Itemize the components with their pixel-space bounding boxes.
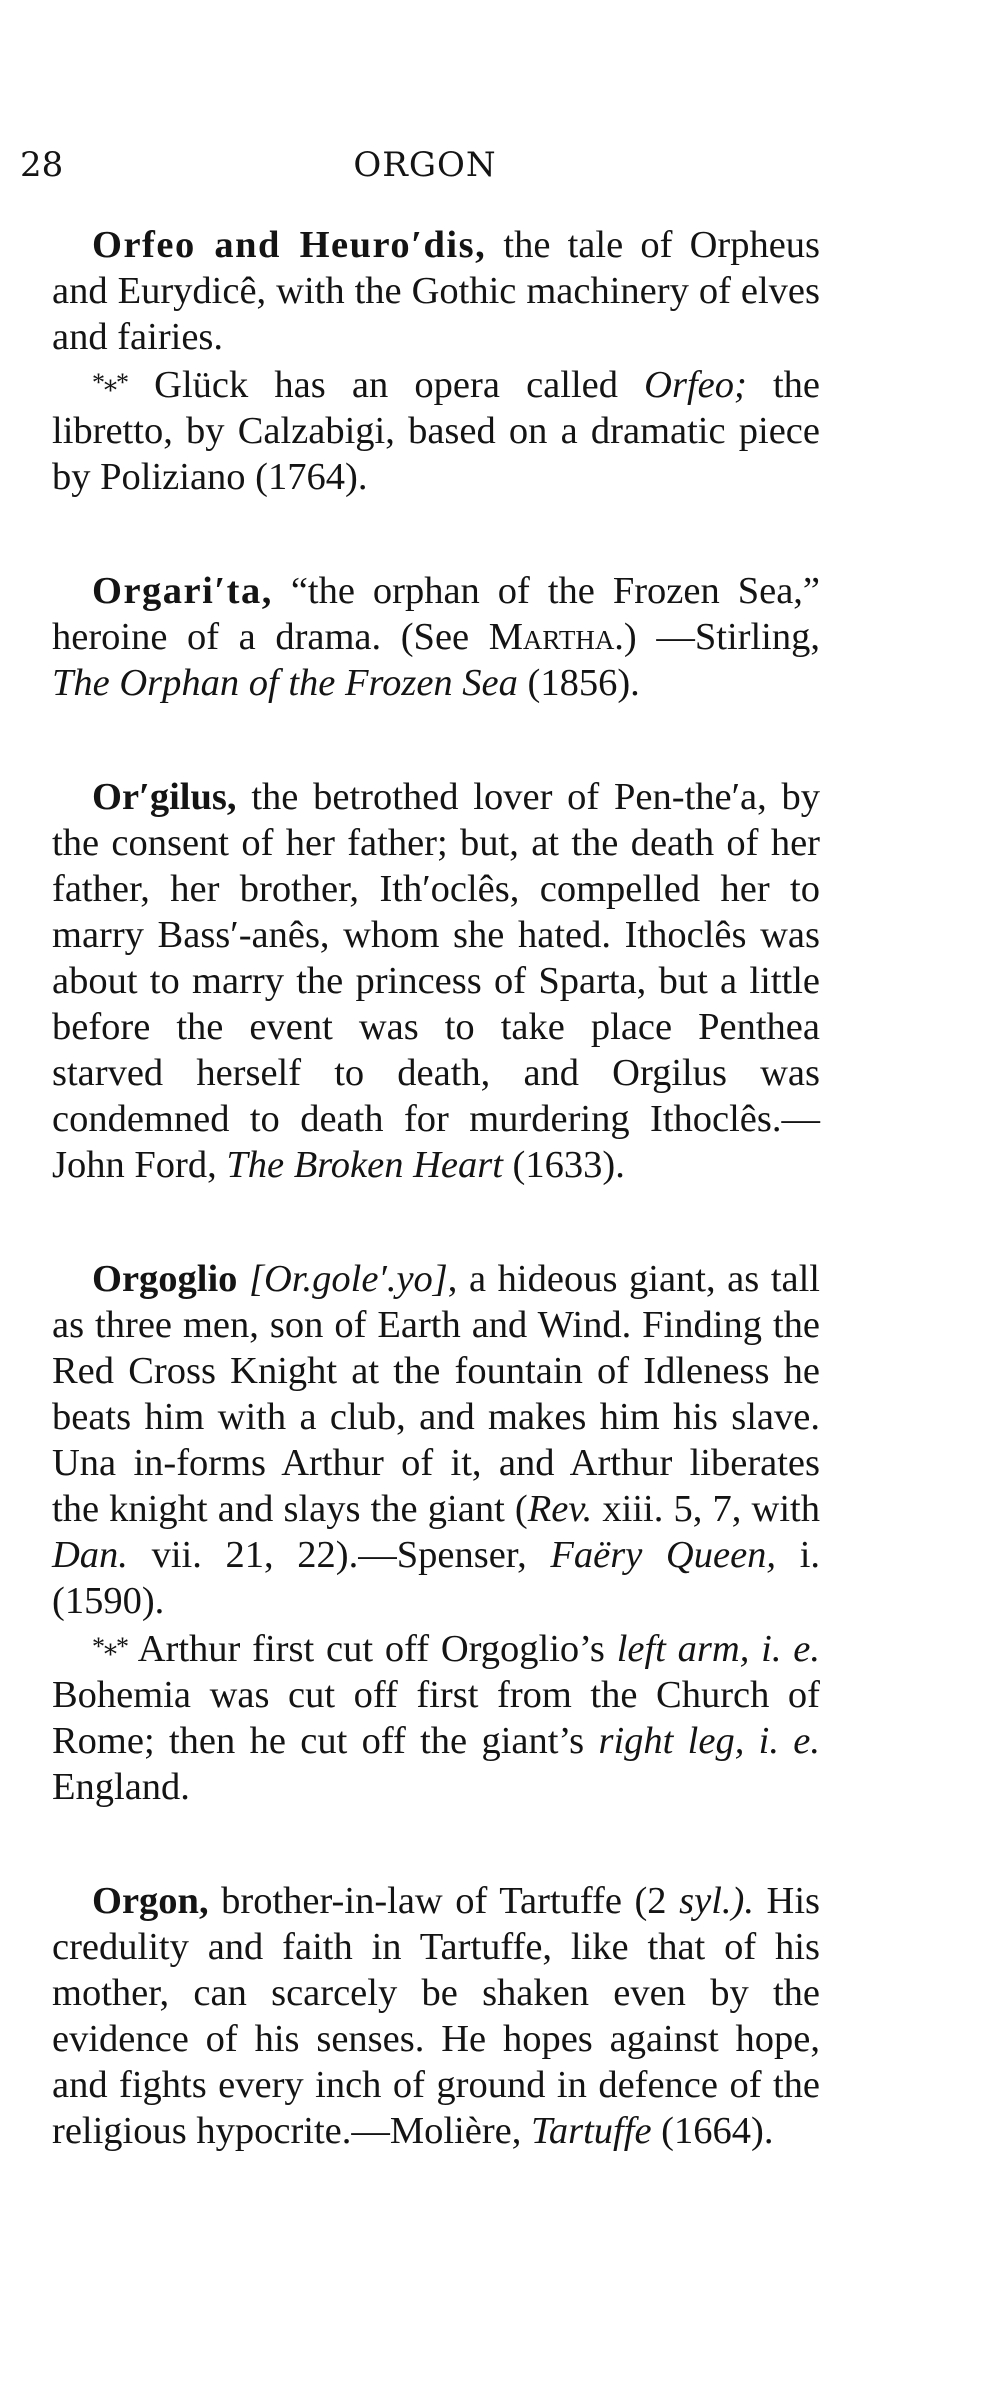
definition-text: His credulity and faith in Tartuffe, like that of his mother, can scarcely be shaken even by the evidence of his senses. He hopes against hope, and fights every inch of ground in defence of the religious hypocrite.—Molière, [52, 1880, 821, 2152]
note-text: Bohemia was cut off first from the Church of Rome; then he cut off the giant’s [52, 1674, 820, 1762]
asterism-mark: *⁎* [92, 368, 128, 397]
pronunciation: [Or.gole′.yo] [249, 1258, 448, 1300]
work-title: Orfeo; [644, 364, 747, 406]
headword: Orgari′ta, [92, 570, 273, 612]
definition-text: the betrothed lover of Pen-the′a, by the consent of her father; but, at the death of her father, her brother, Ith′oclês, compelled her to marry Bass′-anês, whom she hated. Ithoclês was about to marry the princess of Sparta, but a little before the event was to take place Penthea starved herself to death, and Orgilus was condemned to death for murdering Ithoclês.—John Ford, [52, 776, 821, 1186]
entry-orfeo [52, 222, 820, 500]
note-text: Arthur first cut off Orgoglio’s [137, 1628, 605, 1670]
entry-orgilus [52, 774, 820, 1188]
page-header [20, 140, 830, 190]
scripture-reference: Dan. [52, 1534, 128, 1576]
emphasis: right leg, i. e. [598, 1720, 820, 1762]
headword: Orgon, [92, 1880, 209, 1922]
definition-text: —Stirling, [656, 616, 820, 658]
cross-reference: Martha.) [488, 616, 637, 658]
entry-note [52, 360, 820, 500]
definition-text: (1664). [661, 2110, 774, 2152]
headword: Orfeo and Heuro′dis, [92, 224, 487, 266]
entry-body [52, 568, 820, 706]
headword: Orgoglio [92, 1258, 238, 1300]
definition-text: i. (1590). [52, 1534, 821, 1622]
entry-body [52, 774, 820, 1188]
emphasis: left arm, i. e. [616, 1628, 821, 1670]
entry-orgoglio [52, 1256, 820, 1810]
scripture-reference: Rev. [527, 1488, 593, 1530]
page-number: 28 [20, 145, 64, 185]
entry-body [52, 1878, 820, 2154]
work-title: The Broken Heart [226, 1144, 503, 1186]
note-text: England. [52, 1766, 190, 1808]
headword: Or′gilus, [92, 776, 237, 818]
entry-body [52, 1256, 820, 1624]
entry-note [52, 1624, 820, 1810]
entry-orgon [52, 1878, 820, 2154]
work-title: The Orphan of the Frozen Sea [52, 662, 518, 704]
work-title: Tartuffe [531, 2110, 652, 2152]
note-text: Glück has an opera called [154, 364, 618, 406]
definition-text: , a hideous giant, as tall as three men, son of Earth and Wind. Finding the Red Cross Knight at the fountain of Idleness he beats him with a club, and makes him his slave. Una in-forms Arthur of it, and Arthur liberates the knight and slays the giant ( [52, 1258, 820, 1530]
definition-text: xiii. 5, 7, with [602, 1488, 821, 1530]
entry-orgarita [52, 568, 820, 706]
definition-text: brother-in-law of Tartuffe (2 [221, 1880, 667, 1922]
syllable-note: syl.). [679, 1880, 754, 1922]
entry-body [52, 222, 820, 360]
definition-text: (1856). [527, 662, 640, 704]
definition-text: “the orphan of the Frozen Sea,” heroine of a drama. (See [52, 570, 820, 658]
work-title: Faëry Queen, [550, 1534, 777, 1576]
running-head: ORGON [353, 145, 497, 185]
definition-text: vii. 21, 22).—Spenser, [151, 1534, 527, 1576]
note-text: the libretto, by Calzabigi, based on a dramatic piece by Poliziano (1764). [52, 364, 821, 498]
definition-text: (1633). [512, 1144, 625, 1186]
definition-text: the tale of Orpheus and Eurydicê, with the Gothic machinery of elves and fairies. [52, 224, 821, 358]
dictionary-column [52, 222, 820, 2222]
asterism-mark: *⁎* [92, 1632, 128, 1661]
